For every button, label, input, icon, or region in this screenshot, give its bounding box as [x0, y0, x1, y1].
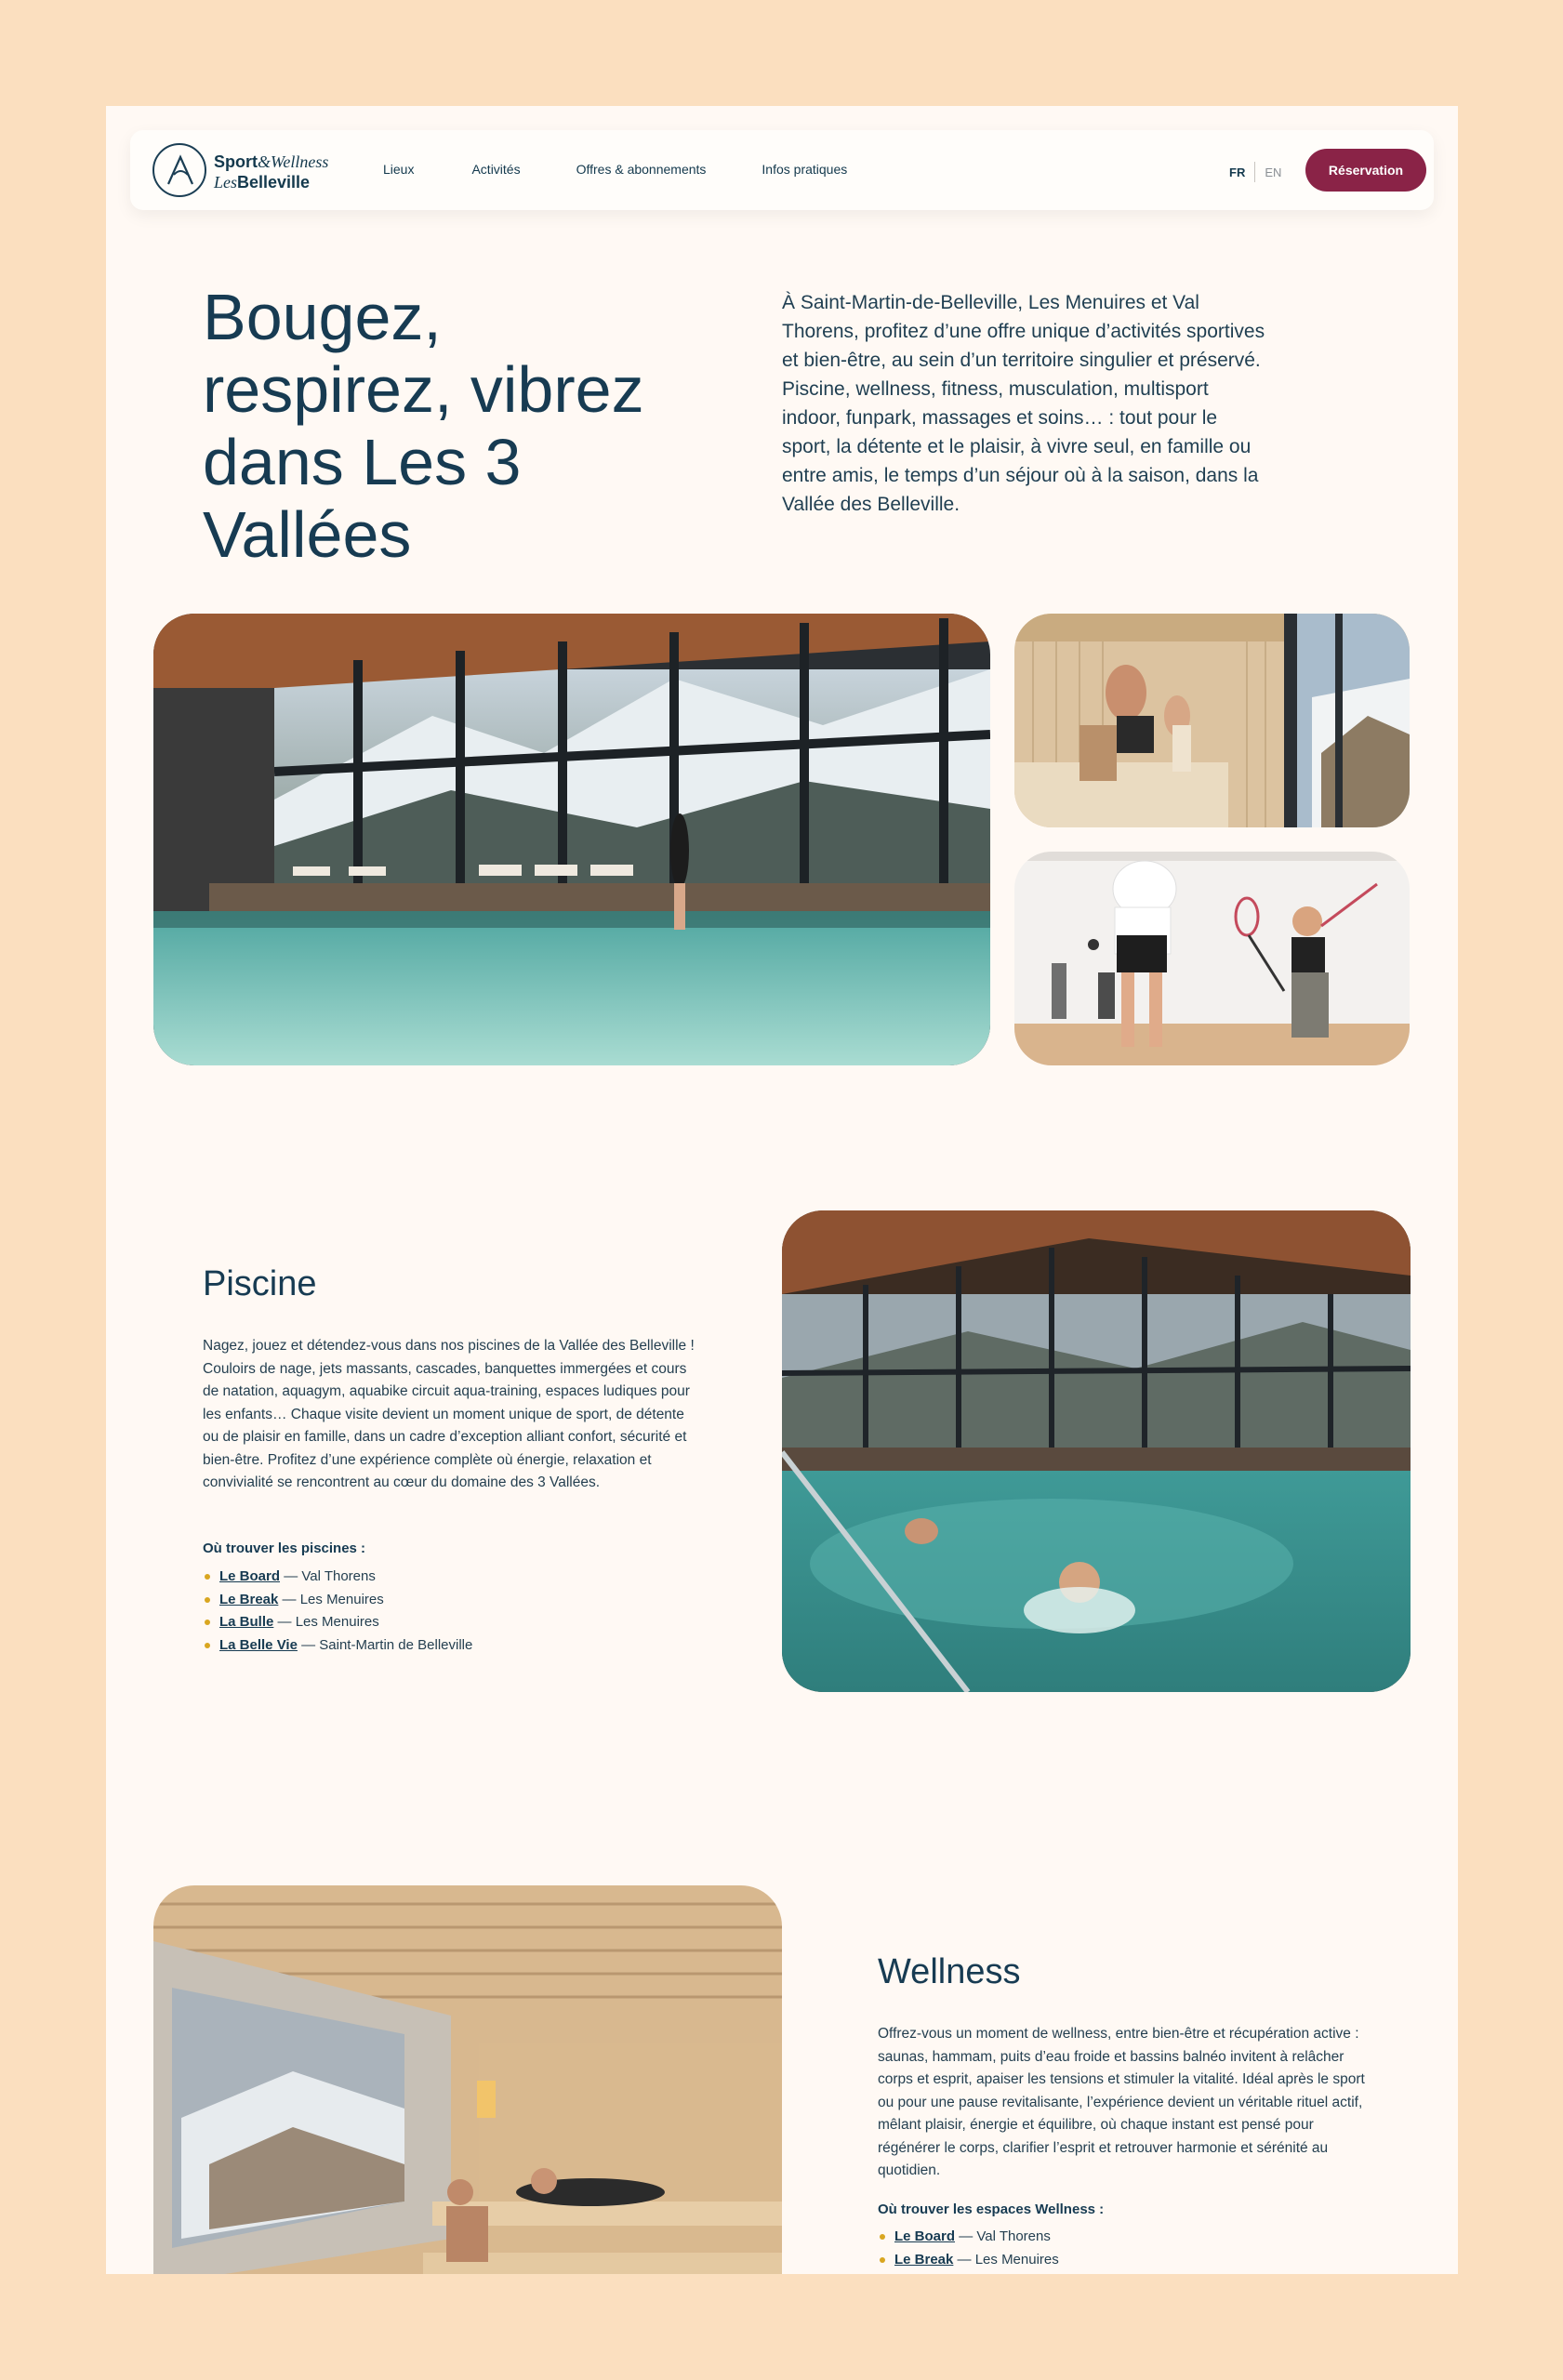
wellness-locations: [878, 2226, 1059, 2271]
location-link-la-belle-vie[interactable]: La Belle Vie: [219, 1636, 298, 1653]
bullet-icon: [205, 1643, 210, 1648]
hero-title: Bougez, respirez, vibrez dans Les 3 Vallées: [203, 281, 644, 571]
piscine-where-title: Où trouver les piscines :: [203, 1540, 366, 1556]
lang-en[interactable]: EN: [1265, 165, 1282, 179]
bullet-icon: [205, 1620, 210, 1625]
location-link-le-board[interactable]: Le Board: [219, 1568, 281, 1584]
bullet-icon: [205, 1574, 210, 1580]
wellness-description: Offrez-vous un moment de wellness, entre bien-être et récupération active : saunas, hammam, puits d’eau froide et bassins balnéo invitent à relâcher corps et esprit, apaiser les tensions et stimuler la vitalité. Idéal après le sport ou pour une pause revitalisante, l’expérience devient un véritable rituel actif, mêlant plaisir, énergie et équilibre, où chaque instant est pensé pour régénérer le corps, clarifier l’esprit et retrouver harmonie et sérénité au quotidien.: [878, 2026, 1365, 2178]
location-place: — Val Thorens: [284, 1568, 376, 1584]
piscine-description: Nagez, jouez et détendez-vous dans nos piscines de la Vallée des Belleville ! Couloirs de nage, jets massants, cascades, banquettes immergées et cours de natation, aquagym, aquabike circuit aqua-training, espaces ludiques pour les enfants… Chaque visite devient un moment unique de sport, de détente ou de plaisir en famille, dans un cadre d’exception alliant confort, sécurité et bien-être. Profitez d’une expérience complète où énergie, relaxation et convivialité se rencontrent au cœur du domaine des 3 Vallées.: [203, 1338, 695, 1490]
logo-line-1: Sport&Wellness: [214, 152, 329, 171]
list-item: [878, 2226, 1059, 2249]
location-link-la-bulle[interactable]: La Bulle: [219, 1614, 274, 1630]
bullet-icon: [880, 2257, 885, 2263]
piscine-title: Piscine: [203, 1264, 317, 1303]
lang-fr[interactable]: FR: [1229, 165, 1246, 179]
location-link-le-break[interactable]: Le Break: [219, 1591, 279, 1607]
logo-line-2: LesBelleville: [214, 173, 311, 192]
site-header: [130, 130, 1434, 210]
reservation-button[interactable]: Réservation: [1305, 149, 1426, 192]
hero-description: À Saint-Martin-de-Belleville, Les Menuires et Val Thorens, profitez d’une offre unique d’activités sportives et bien-être, au sein d’un territoire singulier et préservé. Piscine, wellness, fitness, musculation, multisport indoor, funpark, massages et soins… : tout pour le sport, la détente et le plaisir, à vivre seul, en famille ou entre amis, le temps d’un séjour où à la saison, dans la Vallée des Belleville.: [782, 292, 1265, 515]
list-item: [203, 1566, 472, 1589]
list-item: [878, 2249, 1059, 2272]
logo-mark-icon: [152, 143, 206, 197]
location-link-le-break[interactable]: Le Break: [894, 2251, 954, 2268]
wellness-title: Wellness: [878, 1952, 1021, 1991]
nav-activites[interactable]: Activités: [471, 162, 521, 177]
bullet-icon: [880, 2234, 885, 2240]
bullet-icon: [205, 1597, 210, 1603]
hero-pool-photo: [153, 614, 990, 1065]
sauna-couple-photo: [1014, 614, 1410, 827]
location-link-le-board[interactable]: Le Board: [894, 2228, 956, 2244]
piscine-locations: [203, 1566, 472, 1657]
location-place: — Val Thorens: [959, 2228, 1051, 2244]
wellness-where-title: Où trouver les espaces Wellness :: [878, 2202, 1105, 2217]
location-place: — Les Menuires: [277, 1614, 379, 1630]
language-switcher: [1229, 162, 1281, 182]
lang-divider: [1254, 162, 1255, 182]
main-nav: [383, 162, 847, 177]
location-place: — Saint-Martin de Belleville: [301, 1636, 473, 1653]
squash-players-photo: [1014, 852, 1410, 1065]
nav-lieux[interactable]: Lieux: [383, 162, 415, 177]
location-place: — Les Menuires: [957, 2251, 1059, 2268]
logo[interactable]: [152, 143, 357, 199]
wellness-sauna-photo: [153, 1885, 782, 2274]
nav-infos-pratiques[interactable]: Infos pratiques: [762, 162, 848, 177]
piscine-jacuzzi-photo: [782, 1210, 1411, 1692]
location-place: — Les Menuires: [282, 1591, 384, 1607]
list-item: [203, 1611, 472, 1634]
nav-offres[interactable]: Offres & abonnements: [576, 162, 707, 177]
page-content: [106, 106, 1458, 2274]
list-item: [203, 1589, 472, 1612]
list-item: [203, 1634, 472, 1658]
